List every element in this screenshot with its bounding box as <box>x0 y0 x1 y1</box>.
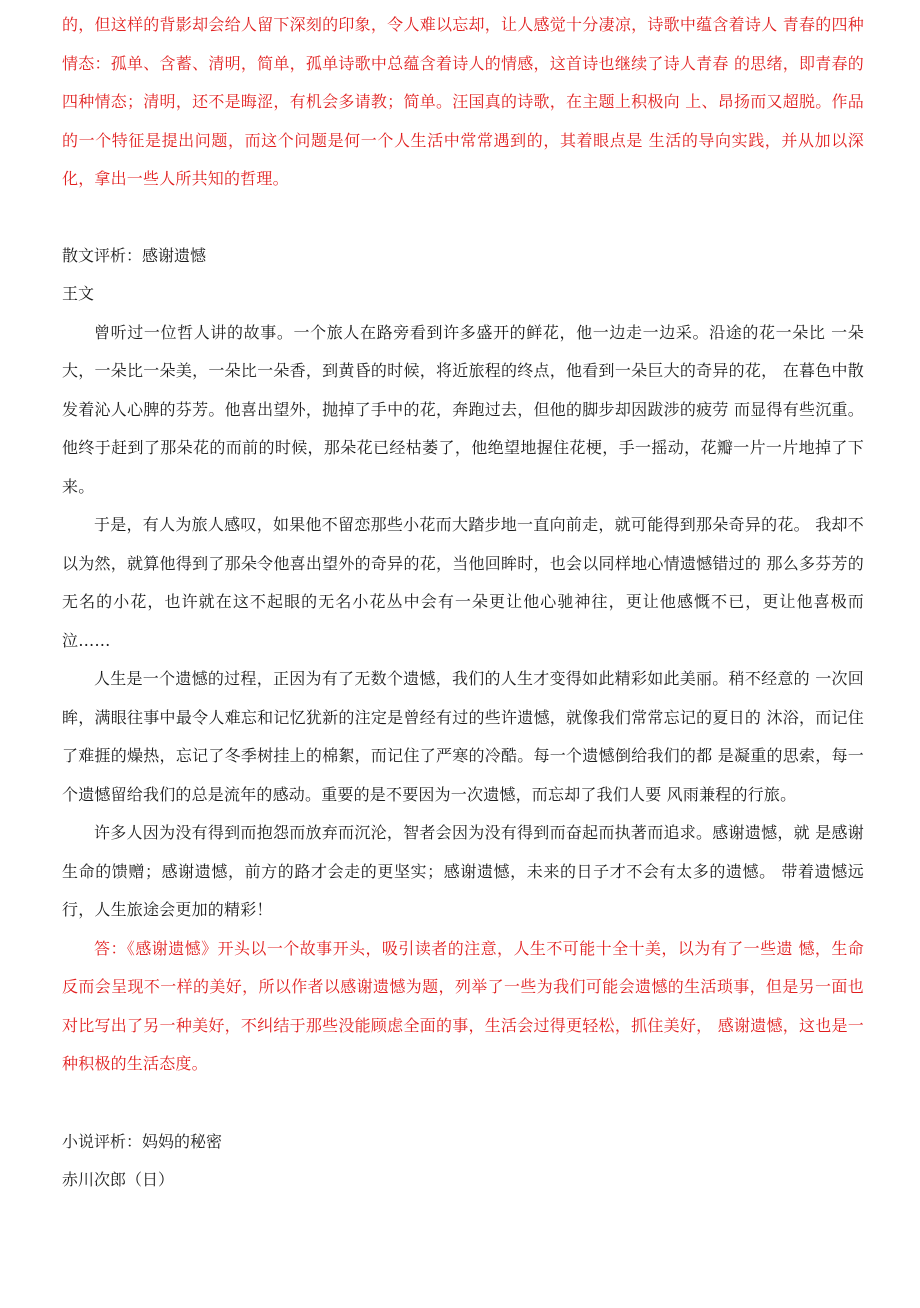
novel-heading: 小说评析：妈妈的秘密 <box>62 1131 223 1151</box>
essay-paragraph-4: 许多人因为没有得到而抱怨而放弃而沉沦，智者会因为没有得到而奋起而执著而追求。感谢遗憾，就 是感谢生命的馈赠；感谢遗憾，前方的路才会走的更坚实；感谢遗憾，未来的日子才不会有太多的遗憾。 带着遗憾远行，人生旅途会更加的精彩！ <box>62 823 864 919</box>
essay-paragraph-2: 于是，有人为旅人感叹，如果他不留恋那些小花而大踏步地一直向前走，就可能得到那朵奇异的花。 我却不以为然，就算他得到了那朵令他喜出望外的奇异的花，当他回眸时，也会以同样地心情遗憾错过的 那么多芬芳的无名的小花，也许就在这不起眼的无名小花丛中会有一朵更让他心驰神往，更让他感慨不已，更让他喜极而泣…… <box>62 515 864 650</box>
answer-continuation-paragraph: 的，但这样的背影却会给人留下深刻的印象，令人难以忘却，让人感觉十分凄凉，诗歌中蕴含着诗人 青春的四种情态：孤单、含蓄、清明，简单，孤单诗歌中总蕴含着诗人的情感，这首诗也继续了诗人青春 的思绪，即青春的四种情态；清明，还不是晦涩，有机会多请教；简单。汪国真的诗歌，在主题上积极向 上、昂扬而又超脱。作品的一个特征是提出问题，而这个问题是何一个人生活中常常遇到的，其着眼点是 生活的导向实践，并从加以深化，拿出一些人所共知的哲理。 <box>62 15 864 188</box>
essay-heading: 散文评析：感谢遗憾 <box>62 245 207 265</box>
essay-paragraph-3: 人生是一个遗憾的过程，正因为有了无数个遗憾，我们的人生才变得如此精彩如此美丽。稍不经意的 一次回眸，满眼往事中最令人难忘和记忆犹新的注定是曾经有过的些许遗憾，就像我们常常忘记的夏日的 沐浴，而记住了难捱的燥热，忘记了冬季树挂上的棉絮，而记住了严寒的冷酷。每一个遗憾倒给我们的都 是凝重的思索，每一个遗憾留给我们的总是流年的感动。重要的是不要因为一次遗憾，而忘却了我们人要 风雨兼程的行旅。 <box>62 669 864 804</box>
novel-author: 赤川次郎（日） <box>62 1170 175 1189</box>
essay-paragraph-1: 曾听过一位哲人讲的故事。一个旅人在路旁看到许多盛开的鲜花，他一边走一边采。沿途的花一朵比 一朵大，一朵比一朵美，一朵比一朵香，到黄昏的时候，将近旅程的终点，他看到一朵巨大的奇异的花， 在暮色中散发着沁人心脾的芬芳。他喜出望外，抛掉了手中的花，奔跑过去，但他的脚步却因跋涉的疲劳 而显得有些沉重。他终于赶到了那朵花的而前的时候，那朵花已经枯萎了，他绝望地握住花梗，手一摇动，花瓣一片一片地掉了下来。 <box>62 322 864 496</box>
section-gap <box>62 199 864 237</box>
section-gap <box>62 1084 864 1123</box>
essay-answer-paragraph: 答：《感谢遗憾》开头以一个故事开头，吸引读者的注意，人生不可能十全十美，以为有了一些遗 憾，生命反而会呈现不一样的美好，所以作者以感谢遗憾为题，列举了一些为我们可能会遗憾的生活琐事，但是另一面也对比写出了另一种美好，不纠结于那些没能顾虑全面的事，生活会过得更轻松，抓住美好， 感谢遗憾，这也是一种积极的生活态度。 <box>62 938 864 1073</box>
document-page <box>62 6 864 1200</box>
essay-author: 王文 <box>62 284 95 303</box>
